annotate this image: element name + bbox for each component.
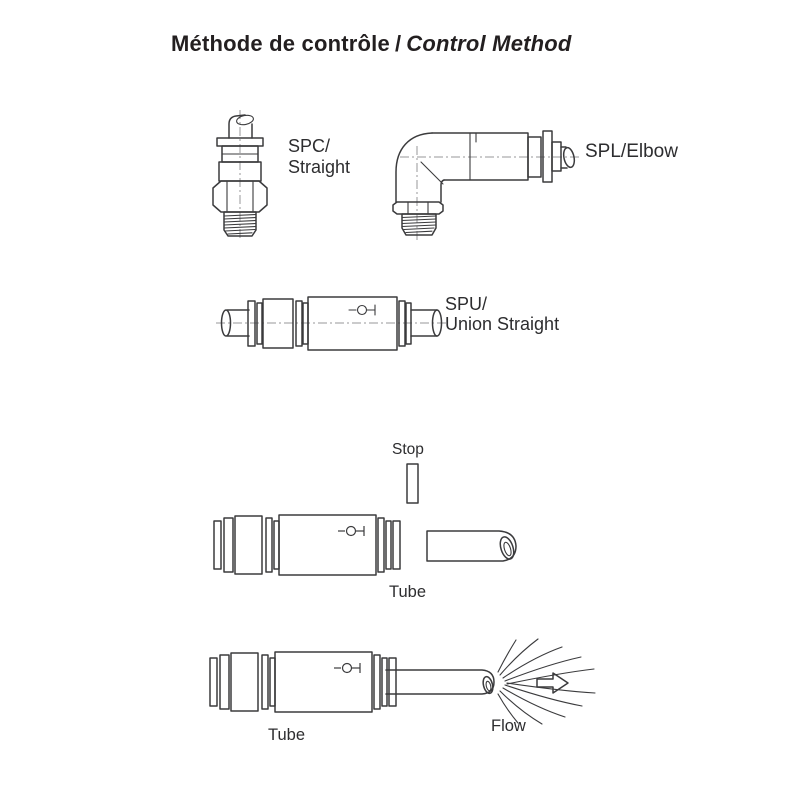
spu-union-straight-fitting-drawing xyxy=(216,297,448,350)
label-tube-bottom: Tube xyxy=(268,726,305,744)
label-spu-line2: Union Straight xyxy=(445,314,560,334)
stop-pin-drawing xyxy=(407,464,418,503)
label-spc-straight xyxy=(288,136,350,178)
tube-drawing-middle xyxy=(427,531,516,561)
title-english: Control Method xyxy=(406,31,572,56)
label-stop: Stop xyxy=(392,441,424,458)
tube-bore xyxy=(482,676,495,695)
label-spl-elbow: SPL/Elbow xyxy=(585,141,678,162)
spl-elbow-fitting-drawing xyxy=(393,131,582,240)
label-spc-line1: SPC/ xyxy=(288,136,331,156)
flow-direction-symbol-icon xyxy=(349,305,375,315)
label-spc-line2: Straight xyxy=(288,157,351,177)
hex-nut xyxy=(393,202,443,214)
tube-drawing-bottom xyxy=(386,670,494,694)
label-spu-line1: SPU/ xyxy=(445,294,488,314)
thread-hatching xyxy=(402,216,436,233)
union-fitting-drawing-bottom xyxy=(210,652,396,712)
union-fitting-drawing-middle xyxy=(214,515,400,575)
label-tube-middle: Tube xyxy=(389,583,426,601)
spc-straight-fitting-drawing xyxy=(213,110,267,241)
title-separator: / xyxy=(394,31,402,56)
tube-opening xyxy=(562,147,576,169)
flow-lines-drawing xyxy=(498,639,595,724)
label-spu-union-straight xyxy=(445,294,559,334)
title-french: Méthode de contrôle xyxy=(171,31,390,56)
label-flow: Flow xyxy=(491,717,526,735)
